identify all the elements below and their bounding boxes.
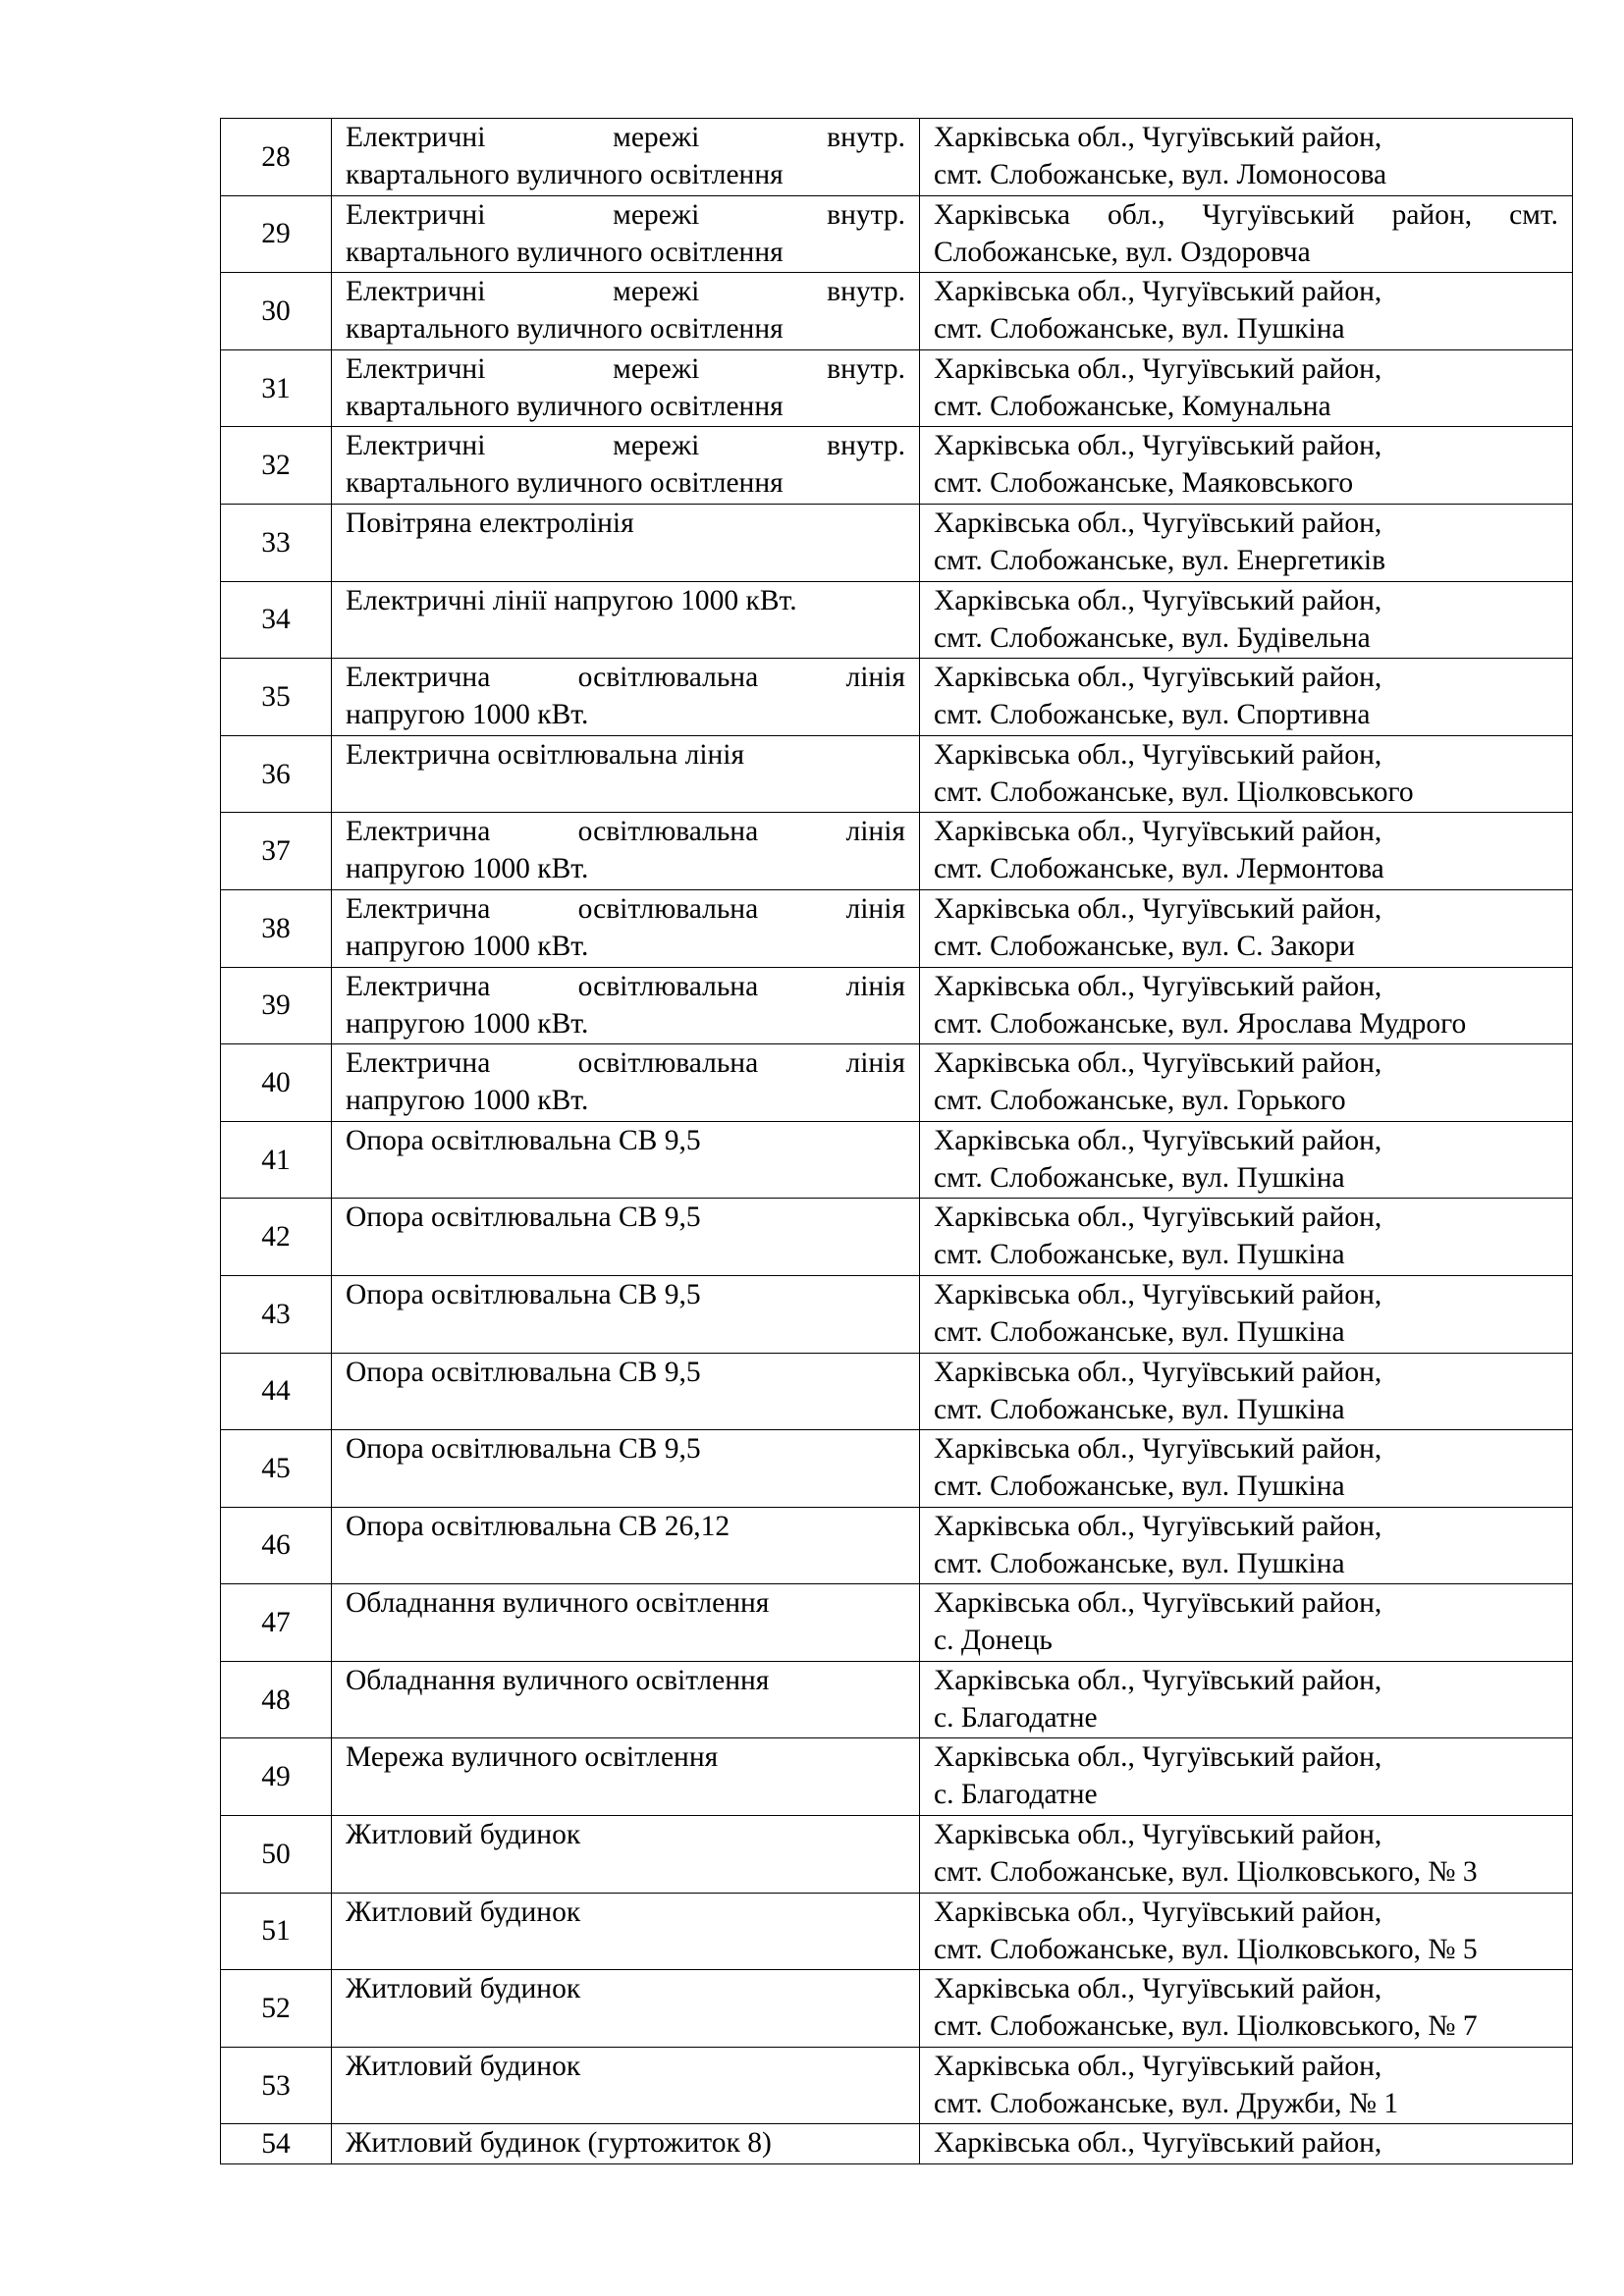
object-name-word: Електричні <box>346 430 486 462</box>
object-name-word: Електричні <box>346 122 486 153</box>
object-address <box>920 1661 1573 1738</box>
object-name-line-1 <box>346 350 905 388</box>
object-name-line-1 <box>346 968 905 1005</box>
address-line-1: Харківська обл., Чугуївський район, <box>934 1973 1382 2005</box>
address-line-1: Харківська обл., Чугуївський район, <box>934 2050 1382 2082</box>
row-number: 32 <box>221 427 332 505</box>
object-name-word: освітлювальна <box>577 662 759 694</box>
address-line-2: смт. Слобожанське, вул. Спортивна <box>934 699 1371 731</box>
object-name <box>332 2047 920 2124</box>
address-line-1: Харківська обл., Чугуївський район, <box>934 276 1382 308</box>
object-address <box>920 1738 1573 1816</box>
address-line-1: Харківська обл., Чугуївський район, <box>934 584 1382 616</box>
object-address <box>920 581 1573 659</box>
object-address <box>920 1970 1573 2048</box>
row-number: 37 <box>221 813 332 890</box>
property-registry-table <box>220 118 1573 2164</box>
object-name <box>332 1738 920 1816</box>
address-line-2: смт. Слобожанське, вул. Ломоносова <box>934 159 1387 190</box>
object-name-line-1 <box>346 273 905 310</box>
object-name-word: внутр. <box>827 198 905 231</box>
table-row <box>221 2124 1573 2164</box>
object-name <box>332 735 920 813</box>
row-number: 49 <box>221 1738 332 1816</box>
object-address <box>920 273 1573 350</box>
object-address <box>920 349 1573 427</box>
table-row <box>221 1275 1573 1353</box>
address-line-1: Харківська обл., Чугуївський район, <box>934 1356 1382 1388</box>
object-name-line-1: Опора освітлювальна СВ 9,5 <box>346 1278 701 1310</box>
object-address <box>920 1893 1573 1970</box>
address-line-1: Харківська обл., Чугуївський район, <box>934 892 1382 925</box>
object-name-word: мережі <box>613 276 700 308</box>
object-name-line-1 <box>346 196 905 234</box>
address-line-1: Харківська обл., Чугуївський район, <box>934 1278 1382 1310</box>
object-name <box>332 1584 920 1662</box>
object-name <box>332 119 920 196</box>
row-number: 34 <box>221 581 332 659</box>
address-line-1: Харківська обл., Чугуївський район, <box>934 507 1382 539</box>
object-name-line-1 <box>346 813 905 850</box>
object-name-word: Електричні <box>346 276 486 308</box>
object-name <box>332 1199 920 1276</box>
object-address <box>920 119 1573 196</box>
address-line-2: с. Благодатне <box>934 1701 1098 1734</box>
address-line-1: Харківська обл., Чугуївський район, <box>934 1047 1382 1080</box>
object-name-word: лінія <box>845 1047 905 1080</box>
address-line-1: Харківська обл., Чугуївський район, <box>934 352 1382 385</box>
row-number: 36 <box>221 735 332 813</box>
address-line-1: Харківська обл., Чугуївський район, <box>934 1510 1382 1542</box>
row-number: 39 <box>221 967 332 1044</box>
object-name-word: Електрична <box>346 1047 491 1080</box>
object-address <box>920 1275 1573 1353</box>
address-line-2: смт. Слобожанське, вул. Пушкіна <box>934 1315 1345 1348</box>
object-name-word: лінія <box>845 662 905 694</box>
object-name-line-2: напругою 1000 кВт. <box>346 1007 589 1040</box>
object-name-line-1: Електричні лінії напругою 1000 кВт. <box>346 584 797 616</box>
object-address <box>920 1353 1573 1430</box>
object-name <box>332 1353 920 1430</box>
object-name-word: Електричні <box>346 352 486 385</box>
row-number: 51 <box>221 1893 332 1970</box>
object-name <box>332 1430 920 1508</box>
table-row <box>221 889 1573 967</box>
object-name-line-2: квартального вуличного освітлення <box>346 313 784 346</box>
address-line-2: смт. Слобожанське, вул. Лермонтова <box>934 853 1384 885</box>
address-line-2: смт. Слобожанське, вул. Ціолковського, № 5 <box>934 1933 1478 1965</box>
table-row <box>221 735 1573 813</box>
table-row <box>221 273 1573 350</box>
row-number: 41 <box>221 1121 332 1199</box>
object-address <box>920 735 1573 813</box>
row-number: 33 <box>221 504 332 581</box>
row-number: 45 <box>221 1430 332 1508</box>
object-name-line-1: Електрична освітлювальна лінія <box>346 738 745 771</box>
object-name-word: Електрична <box>346 892 491 925</box>
object-name-word: лінія <box>845 816 905 848</box>
address-line-1: Харківська обл., Чугуївський район, <box>934 662 1382 694</box>
address-line-2: смт. Слобожанське, вул. Пушкіна <box>934 313 1345 346</box>
object-name-word: мережі <box>613 198 700 231</box>
object-name-word: освітлювальна <box>577 970 759 1002</box>
object-address <box>920 1199 1573 1276</box>
object-name <box>332 504 920 581</box>
address-word: смт. <box>1509 198 1558 231</box>
object-name <box>332 1044 920 1122</box>
row-number: 35 <box>221 659 332 736</box>
object-name <box>332 1816 920 1894</box>
address-word: район, <box>1391 198 1473 231</box>
object-address <box>920 504 1573 581</box>
address-line-2: смт. Слобожанське, вул. Горького <box>934 1085 1346 1117</box>
object-name-word: мережі <box>613 122 700 153</box>
table-row <box>221 1507 1573 1584</box>
row-number: 42 <box>221 1199 332 1276</box>
row-number: 40 <box>221 1044 332 1122</box>
object-address <box>920 2124 1573 2164</box>
row-number: 50 <box>221 1816 332 1894</box>
address-line-1: Харківська обл., Чугуївський район, <box>934 1664 1382 1696</box>
object-address <box>920 195 1573 273</box>
object-name <box>332 1893 920 1970</box>
registry-table-body <box>221 119 1573 2164</box>
object-name-line-2: квартального вуличного освітлення <box>346 467 784 500</box>
object-name-line-2: напругою 1000 кВт. <box>346 930 589 962</box>
table-row <box>221 1584 1573 1662</box>
table-row <box>221 813 1573 890</box>
object-name-line-1 <box>346 427 905 464</box>
table-row <box>221 1970 1573 2048</box>
address-line-1: Харківська обл., Чугуївський район, <box>934 1433 1382 1466</box>
row-number: 29 <box>221 195 332 273</box>
object-name-word: Електричні <box>346 198 486 231</box>
object-name <box>332 967 920 1044</box>
table-row <box>221 581 1573 659</box>
object-name-line-1: Житловий будинок (гуртожиток 8) <box>346 2127 772 2160</box>
object-name-line-1: Житловий будинок <box>346 1896 581 1928</box>
row-number: 30 <box>221 273 332 350</box>
object-name-line-2: квартального вуличного освітлення <box>346 159 784 190</box>
object-name-line-2: квартального вуличного освітлення <box>346 236 784 268</box>
object-name-line-1: Опора освітлювальна СВ 9,5 <box>346 1433 701 1466</box>
object-name-line-1: Житловий будинок <box>346 1973 581 2005</box>
object-name <box>332 1507 920 1584</box>
address-line-2: смт. Слобожанське, вул. Пушкіна <box>934 1470 1345 1503</box>
address-line-1: Харківська обл., Чугуївський район, <box>934 1124 1382 1156</box>
address-line-1: Харківська обл., Чугуївський район, <box>934 738 1382 771</box>
object-address <box>920 659 1573 736</box>
object-name-line-1: Повітряна електролінія <box>346 507 634 539</box>
address-line-2: смт. Слобожанське, вул. Пушкіна <box>934 1393 1345 1425</box>
address-line-1: Харківська обл., Чугуївський район, <box>934 1896 1382 1928</box>
object-name-line-1: Обладнання вуличного освітлення <box>346 1664 770 1696</box>
object-name-word: мережі <box>613 352 700 385</box>
address-line-2: смт. Слобожанське, вул. Пушкіна <box>934 1547 1345 1579</box>
address-line-1 <box>934 196 1558 234</box>
address-line-2: смт. Слобожанське, вул. Пушкіна <box>934 1239 1345 1271</box>
object-name-line-1 <box>346 659 905 696</box>
object-address <box>920 813 1573 890</box>
object-name-word: Електрична <box>346 662 491 694</box>
address-line-2: смт. Слобожанське, Комунальна <box>934 390 1331 422</box>
table-row <box>221 1816 1573 1894</box>
object-name <box>332 2124 920 2164</box>
object-address <box>920 427 1573 505</box>
address-line-1: Харківська обл., Чугуївський район, <box>934 816 1382 848</box>
object-name-line-1: Обладнання вуличного освітлення <box>346 1587 770 1620</box>
table-row <box>221 504 1573 581</box>
object-name-word: лінія <box>845 970 905 1002</box>
address-line-2: с. Благодатне <box>934 1779 1098 1811</box>
table-row <box>221 427 1573 505</box>
object-name-line-1 <box>346 119 905 156</box>
row-number: 38 <box>221 889 332 967</box>
address-word: Харківська <box>934 198 1070 231</box>
row-number: 48 <box>221 1661 332 1738</box>
object-name-word: внутр. <box>827 276 905 308</box>
object-name-line-1 <box>346 1044 905 1082</box>
address-line-1: Харківська обл., Чугуївський район, <box>934 1587 1382 1620</box>
address-line-2: смт. Слобожанське, вул. Пушкіна <box>934 1161 1345 1194</box>
row-number: 31 <box>221 349 332 427</box>
address-line-2: смт. Слобожанське, вул. Ярослава Мудрого <box>934 1007 1467 1040</box>
object-name-line-2: напругою 1000 кВт. <box>346 853 589 885</box>
object-name-line-1 <box>346 890 905 928</box>
table-row <box>221 1353 1573 1430</box>
object-address <box>920 889 1573 967</box>
object-name-line-2: напругою 1000 кВт. <box>346 699 589 731</box>
object-name <box>332 1970 920 2048</box>
object-name-line-1: Житловий будинок <box>346 1819 581 1851</box>
object-name <box>332 889 920 967</box>
row-number: 47 <box>221 1584 332 1662</box>
table-row <box>221 1430 1573 1508</box>
address-line-2: смт. Слобожанське, вул. Ціолковського, № 3 <box>934 1856 1478 1889</box>
table-row <box>221 1199 1573 1276</box>
object-address <box>920 1121 1573 1199</box>
object-address <box>920 1044 1573 1122</box>
address-line-2: с. Донець <box>934 1625 1053 1657</box>
address-line-2: смт. Слобожанське, вул. Будівельна <box>934 621 1371 654</box>
table-row <box>221 1044 1573 1122</box>
object-name-line-2: квартального вуличного освітлення <box>346 390 784 422</box>
address-line-1: Харківська обл., Чугуївський район, <box>934 970 1382 1002</box>
address-line-1: Харківська обл., Чугуївський район, <box>934 1819 1382 1851</box>
object-name-word: лінія <box>845 892 905 925</box>
row-number: 28 <box>221 119 332 196</box>
address-line-2: смт. Слобожанське, вул. Енергетиків <box>934 544 1386 576</box>
object-address <box>920 1816 1573 1894</box>
address-line-2: смт. Слобожанське, Маяковського <box>934 467 1354 500</box>
object-name-line-1: Опора освітлювальна СВ 9,5 <box>346 1124 701 1156</box>
address-line-1: Харківська обл., Чугуївський район, <box>934 122 1382 153</box>
address-word: Чугуївський <box>1202 198 1355 231</box>
address-word: обл., <box>1107 198 1165 231</box>
object-name-word: внутр. <box>827 352 905 385</box>
object-name-word: освітлювальна <box>577 816 759 848</box>
object-name-line-1: Опора освітлювальна СВ 9,5 <box>346 1356 701 1388</box>
row-number: 53 <box>221 2047 332 2124</box>
object-name-line-1: Житловий будинок <box>346 2050 581 2082</box>
object-address <box>920 1584 1573 1662</box>
row-number: 43 <box>221 1275 332 1353</box>
object-name-word: освітлювальна <box>577 892 759 925</box>
object-name-word: освітлювальна <box>577 1047 759 1080</box>
address-line-1: Харківська обл., Чугуївський район, <box>934 1201 1382 1234</box>
object-name <box>332 427 920 505</box>
table-row <box>221 1661 1573 1738</box>
address-line-2: смт. Слобожанське, вул. С. Закори <box>934 930 1355 962</box>
row-number: 46 <box>221 1507 332 1584</box>
object-name-word: внутр. <box>827 122 905 153</box>
object-name <box>332 273 920 350</box>
object-name-word: внутр. <box>827 430 905 462</box>
object-name <box>332 1661 920 1738</box>
address-line-2: Слобожанське, вул. Оздоровча <box>934 236 1311 268</box>
object-name-word: Електрична <box>346 970 491 1002</box>
object-name <box>332 581 920 659</box>
row-number: 44 <box>221 1353 332 1430</box>
address-line-2: смт. Слобожанське, вул. Ціолковського <box>934 775 1414 808</box>
table-row <box>221 659 1573 736</box>
table-row <box>221 2047 1573 2124</box>
table-row <box>221 349 1573 427</box>
object-name <box>332 659 920 736</box>
table-row <box>221 1121 1573 1199</box>
object-name <box>332 349 920 427</box>
address-line-2: смт. Слобожанське, вул. Дружби, № 1 <box>934 2087 1399 2119</box>
table-row <box>221 1738 1573 1816</box>
object-name-word: Електрична <box>346 816 491 848</box>
table-row <box>221 195 1573 273</box>
address-line-1: Харківська обл., Чугуївський район, <box>934 430 1382 462</box>
object-name-line-1: Мережа вуличного освітлення <box>346 1741 719 1774</box>
object-name-line-1: Опора освітлювальна СВ 26,12 <box>346 1510 731 1542</box>
object-name-word: мережі <box>613 430 700 462</box>
object-address <box>920 1507 1573 1584</box>
object-name <box>332 195 920 273</box>
row-number: 54 <box>221 2124 332 2164</box>
object-name <box>332 813 920 890</box>
object-name-line-1: Опора освітлювальна СВ 9,5 <box>346 1201 701 1234</box>
object-name <box>332 1275 920 1353</box>
object-name <box>332 1121 920 1199</box>
address-line-1: Харківська обл., Чугуївський район, <box>934 1741 1382 1774</box>
table-row <box>221 1893 1573 1970</box>
row-number: 52 <box>221 1970 332 2048</box>
object-name-line-2: напругою 1000 кВт. <box>346 1085 589 1117</box>
table-row <box>221 119 1573 196</box>
address-line-1: Харківська обл., Чугуївський район, <box>934 2127 1382 2160</box>
object-address <box>920 2047 1573 2124</box>
object-address <box>920 967 1573 1044</box>
object-address <box>920 1430 1573 1508</box>
address-line-2: смт. Слобожанське, вул. Ціолковського, № 7 <box>934 2010 1478 2043</box>
table-row <box>221 967 1573 1044</box>
